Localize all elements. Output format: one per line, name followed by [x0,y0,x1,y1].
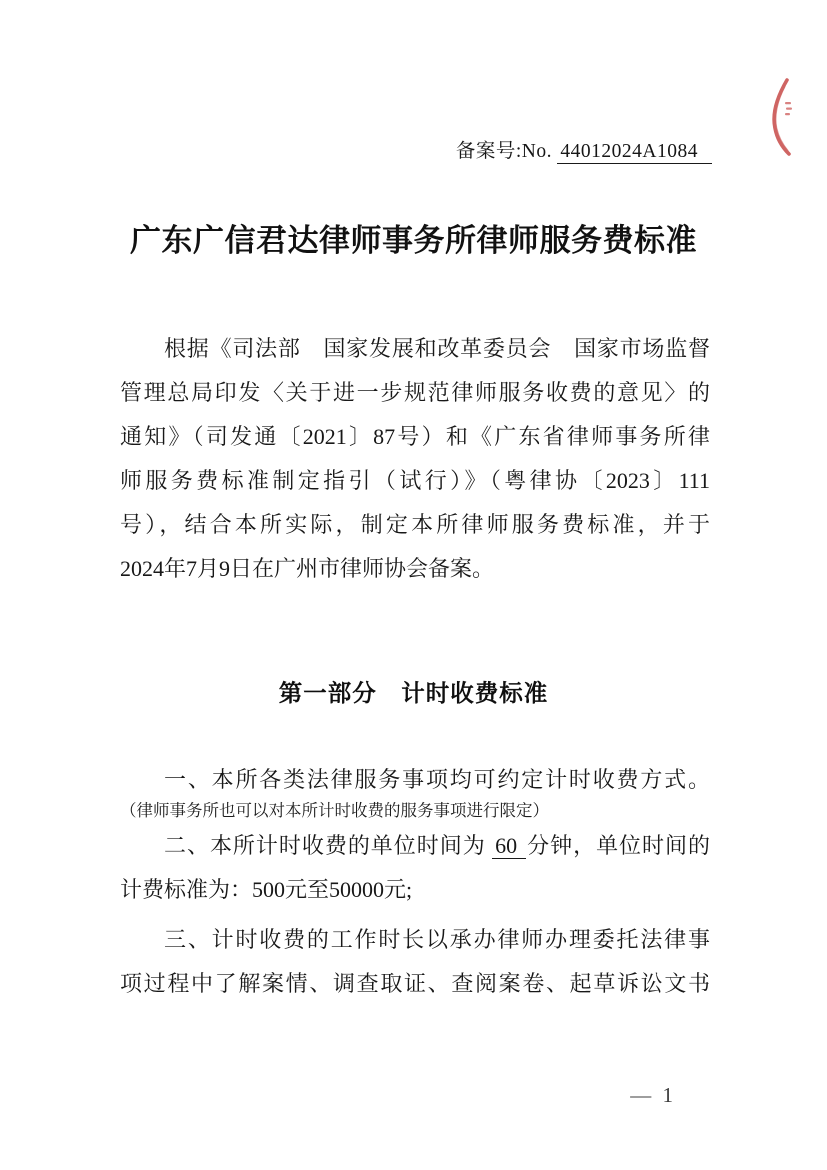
item3-line-1: 三、计时收费的工作时长以承办律师办理委托法律事 [164,927,710,952]
intro-line-3: 通知》（司发通〔2021〕87号）和《广东省律师事务所律 [120,424,710,449]
item3-line-2: 项过程中了解案情、调查取证、查阅案卷、起草诉讼文书 [120,971,710,996]
intro-line-6: 2024年7月9日在广州市律师协会备案。 [120,556,495,581]
item2-line1-suffix: 分钟，单位时间的 [526,833,710,858]
item2-line-2: 计费标准为：500元至50000元; [120,877,413,902]
red-seal-stamp-icon [760,70,824,170]
red-seal-arc [760,70,824,170]
filing-number-line [120,139,712,165]
intro-line-4: 师服务费标准制定指引（试行）》（粤律协〔2023〕111 [120,468,710,493]
section1-heading: 第一部分 计时收费标准 [278,680,549,706]
section1-item1 [120,758,710,802]
section1-item2 [120,824,710,912]
item2-line1-prefix: 二、本所计时收费的单位时间为 [164,833,493,858]
item2-unit-time-underlined: 60 [492,833,526,859]
page-number: — 1 [630,1083,676,1107]
intro-line-5: 号），结合本所实际，制定本所律师服务费标准，并于 [120,512,710,537]
section1-item3 [120,918,710,1006]
item2-line-1 [120,824,710,868]
filing-number: 44012024A1084 [557,141,712,164]
item1-note: （律师事务所也可以对本所计时收费的服务事项进行限定） [120,801,549,820]
intro-line-2: 管理总局印发〈关于进一步规范律师服务收费的意见〉的 [120,380,710,405]
intro-line-1: 根据《司法部 国家发展和改革委员会 国家市场监督 [164,336,710,361]
filing-label: 备案号:No. [455,141,553,162]
item1-line-1: 一、本所各类法律服务事项均可约定计时收费方式。 [164,767,710,792]
document-title: 广东广信君达律师事务所律师服务费标准 [130,223,697,258]
intro-paragraph [120,327,710,591]
